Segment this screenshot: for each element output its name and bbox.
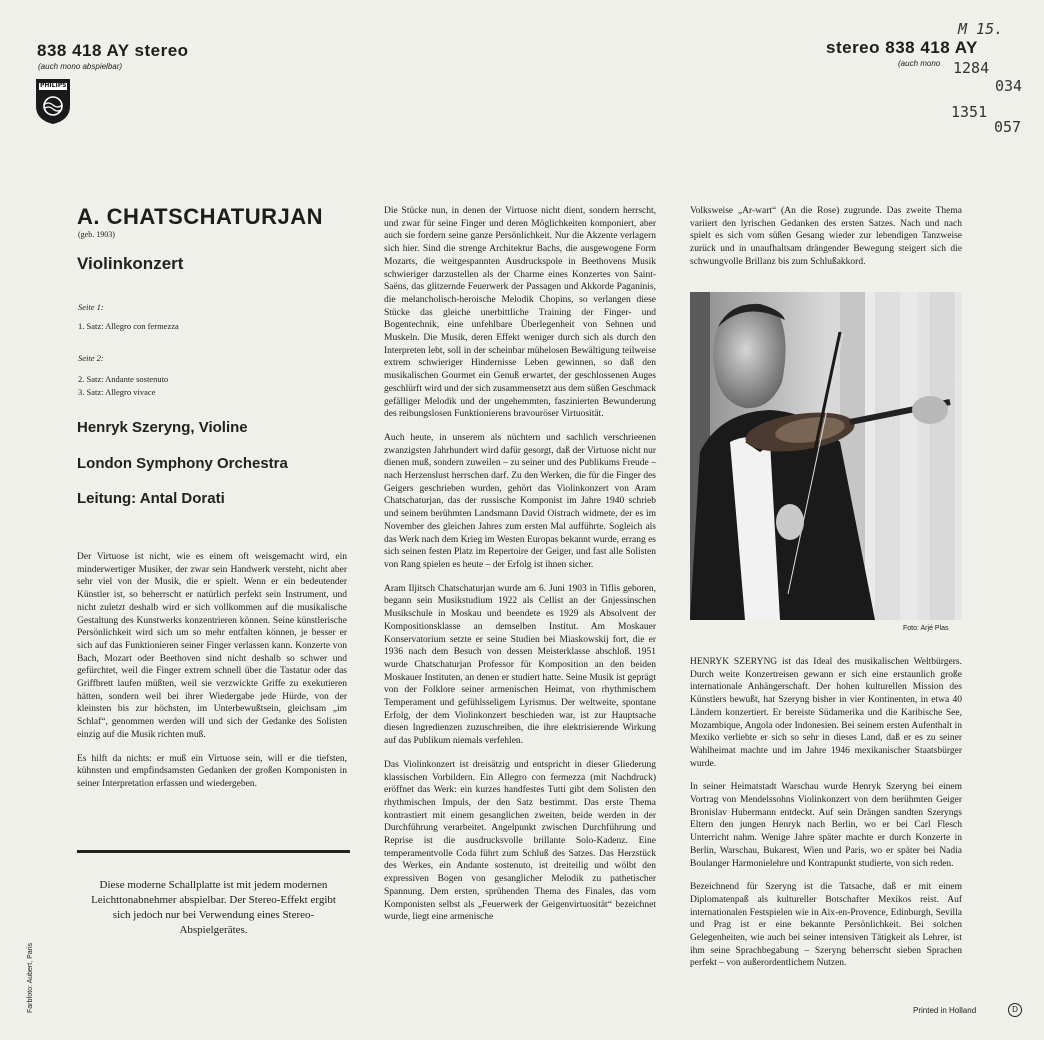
- photo-credit: Foto: Arjé Plas: [903, 625, 949, 632]
- handwritten-note-2: 1284: [953, 59, 990, 77]
- column-3-text: [690, 656, 962, 981]
- violinist-photo: [690, 292, 962, 620]
- notice-box-divider: [77, 850, 350, 853]
- svg-text:✦: ✦: [57, 110, 61, 115]
- col3-paragraph-2: In seiner Heimatstadt Warschau wurde Henryk Szeryng bei einem Vortrag von Mendelssohns Violinkonzert von dem berühmten Geiger Bronislav Hubermann entdeckt. Auf sein Drängen sandten Szeryngs Eltern den jungen Henryk nach Berlin, wo er bei Carl Flesch Unterricht nahm. Wenige Jahre später machte er durch Konzerte in Berlin, Warschau, Bukarest, Wien und Paris, wo er später bei Nadia Boulanger Harmonielehre und Kontrapunkt studierte, von sich reden.: [690, 782, 962, 869]
- handwritten-note-3: 034: [995, 77, 1023, 95]
- col2-paragraph-4: Das Violinkonzert ist dreisätzig und entspricht in dieser Gliederung klassischen Vorbildern. Ein Allegro con fermezza (mit Nachdruck) eröffnet das Werk: ein kurzes handfestes Tutti gibt dem Solisten den rhythmischen Impuls, der den Satz bestimmt. Das erste Thema kontrastiert mit einem gesanglichen zweiten, beide werden in der Durchführung verarbeitet. Angelpunkt zwischen Durchführung und Reprise ist die ausdrucksvolle brillante Solo-Kadenz. Eine temperamentvolle Coda führt zum Schluß des Satzes. Das Herzstück des Werkes, ein Andante sostenuto, ist dreiteilig und wölbt den expressiven Bogen von gesanglicher Melodik zu pathetischer Spannung. Dem ersten, sprühenden Thema des Finales, das vom Komponisten selbst als „Feuerwerk der Geigenvirtuosität“ bezeichnet wurde, liegt eine armenische: [384, 759, 656, 923]
- handwritten-note-5: 057: [994, 118, 1022, 136]
- handwritten-note-1: M 15.: [958, 20, 1004, 38]
- performer-soloist: Henryk Szeryng, Violine: [77, 419, 248, 436]
- mono-note-right: (auch mono: [898, 59, 941, 68]
- col2-paragraph-2: Auch heute, in unserem als nüchtern und sachlich verschrieenen zwanzigsten Jahrhundert wird dafür gesorgt, daß der Virtuose nicht nur dienen muß, sondern zuweilen – zu seiner und des Publikums Freude – nach Herzenslust herrschen darf. Zu den Werken, die für die Finger des Geigers geschrieben wurden, gehört das Violinkonzert von Aram Chatschaturjan, das der russische Komponist im Jahre 1940 schrieb und seinem berühmten Landsmann David Oistrach widmete, der es im November des gleichen Jahres zum ersten Mal aufführte. Sogleich als das Werk nach dem Krieg im Westen Europas bekannt wurde, errang es sich seinen festen Platz im Repertoire der Geiger, und fast alle Solisten von Rang spielen es heute – der Erfolg ist ihnen sicher.: [384, 432, 656, 570]
- col2-paragraph-1: Die Stücke nun, in denen der Virtuose nicht dient, sondern herrscht, und zwar für seine Finger und deren Möglichkeiten komponiert, aber auch sie fordern seine ganze Persönlichkeit. Nur die Akzente verlagern sich hier. Sind die strenge Architektur Bachs, die ausgewogene Form Mozarts, die weitgespannten Ausdruckspole in Beethovens Musik schwieriger darzustellen als der Charme eines Konzertes von Saint-Saëns, das glitzernde Feuerwerk der Passagen und Akkorde Paganinis, die melancholisch-heroische Melodik Chopins, so verlangen diese Stücke das gleiche unerbittliche Training der Finger- und Bogentechnik, eine unfehlbare Überlegenheit von Sehnen und Muskeln. Die Musik, deren Effekt weniger durch sich als durch den Interpreten lebt, soll in der scheinbar mühelosen Bewältigung teilweise extrem schwieriger Hindernisse Leben gewinnen, so daß den musikalischen Gourmet ein Genuß erwartet, der geschlossenen Auges geschlürft wird und der sich zusammensetzt aus dem süßen Geschmack gefälliger Melodik und der ungehemmten, faszinierten Bewunderung des reibungslosen Funktionierens bravouröser Virtuosität.: [384, 206, 656, 420]
- composer-born: (geb. 1903): [78, 230, 115, 239]
- composer-name: A. CHATSCHATURJAN: [77, 204, 324, 229]
- performer-orchestra: London Symphony Orchestra: [77, 455, 288, 472]
- mono-note-left: (auch mono abspielbar): [38, 62, 123, 71]
- logo-text: PHILIPS: [40, 82, 67, 89]
- column-2-text: [384, 205, 656, 935]
- side-1-label: Seite 1:: [78, 302, 104, 312]
- svg-text:✦: ✦: [45, 97, 49, 102]
- catalog-number-left: 838 418 AY stereo: [37, 41, 189, 60]
- catalog-number-right: stereo 838 418 AY: [826, 38, 978, 57]
- side-2-label: Seite 2:: [78, 353, 104, 363]
- violinist-photo-image: [690, 292, 962, 620]
- side-1-track: 1. Satz: Allegro con fermezza: [78, 321, 179, 331]
- col2-paragraph-3: Aram Iljitsch Chatschaturjan wurde am 6. Juni 1903 in Tiflis geboren, begann sein Musikstudium 1922 als Cellist an der Gnjessinschen Musikschule in Moskau und beendete es 1929 als Absolvent der Kompositionsklasse an demselben Institut. Am Moskauer Konservatorium setzte er seine Studien bei Miaskowskij fort, die er 1936 nach dem Besuch von dessen Meisterklasse abschloß. 1951 wurde Chatschaturjan Professor für Komposition an den beiden Moskauer Instituten, an denen er studiert hatte. Seine Musik ist geprägt von der Folklore seiner armenischen Heimat, von rhythmischem Temperament und gefühlsseligem Lyrismus. Der weltweite, spontane Erfolg, der dem Violinkonzert beschieden war, ist zur Hauptsache diesen Ingredienzen zuzuschreiben, die ihre elektrisierende Wirkung auf das Publikum niemals verfehlen.: [384, 583, 656, 747]
- intro-paragraph-1: Der Virtuose ist nicht, wie es einem oft weisgemacht wird, ein minderwertiger Musiker, der zwar sein Handwerk versteht, nicht aber sehr viel von der Musik, die er spielt. Wenn er ein bedeutender Künstler ist, so beherrscht er natürlich perfekt sein Instrument, und nicht zuletzt deshalb wird er sich vollkommen auf die musikalische Gestaltung des Kunstwerks konzentrieren können. Seine künstlerische Persönlichkeit wird sich um so mehr entfalten können, je besser er sich auf das Funktionieren seiner Finger verlassen kann. Konzerte von Bach, Mozart oder Beethoven sind nicht deshalb so schwer und gefürchtet, weil die Finger extrem schnell über die Tastatur oder das Griffbrett laufen müßten, weil sie verzwickte Griffe zu exekutieren hätten, sondern weil bei ihrer Wiedergabe jede Hürde, von der kleinsten bis zur höchsten, im Unterbewußtsein, gleichsam „im Schlaf“, genommen werden will und sich der Gedanke des Solisten einzig auf die Musik richten muß.: [77, 552, 347, 740]
- printed-in: Printed in Holland: [913, 1006, 977, 1015]
- photo-side-credit: Farbfoto: Aubert, Paris: [27, 942, 34, 1013]
- performer-conductor: Leitung: Antal Dorati: [77, 490, 225, 507]
- work-title: Violinkonzert: [77, 254, 184, 273]
- handwritten-note-4: 1351: [951, 103, 988, 121]
- intro-text: [77, 551, 347, 802]
- col3-top-text: Volksweise „Ar-wart“ (An die Rose) zugrunde. Das zweite Thema variiert den lyrischen Gedanken des ersten Satzes. Nach und nach spielt es sich vom süßen Gesang wieder zur lebendigen Tanzweise zurück und in unaufhaltsam drängender Bewegung steigert sich die schwungvolle Brillanz bis zum Schlußakkord.: [690, 206, 962, 267]
- col3-paragraph-3: Bezeichnend für Szeryng ist die Tatsache, daß er mit einem Diplomatenpaß als kultureller Botschafter Mexikos reist. Auf internationalen Festspielen wie in Aix-en-Provence, Edinburgh, Sevilla und Prag ist er eine bekannte Persönlichkeit. Bei solchen Gelegenheiten, wie auch bei seiner intensiven Tätigkeit als Lehrer, ist ihm seine Sprachbegabung – Szeryng beherrscht sieben Sprachen perfekt – von außerordentlichem Nutzen.: [690, 882, 962, 969]
- side-2-track-3: 3. Satz: Allegro vivace: [78, 387, 156, 397]
- notice-box-text: Diese moderne Schallplatte ist mit jedem modernen Leichttonabnehmer abspielbar. Der Stereo-Effekt ergibt sich jedoch nur bei Verwendung eines Stereo-Abspielgerätes.: [91, 879, 336, 936]
- mark-circle-icon: D: [1008, 1003, 1022, 1017]
- col3-paragraph-1: HENRYK SZERYNG ist das Ideal des musikalischen Weltbürgers. Durch weite Konzertreisen gewann er sich eine erstaunlich große internationale Anhängerschaft. Der hohen kulturellen Mission des Künstlers bewußt, hat Szeryng bisher in vier Kontinenten, in etwa 40 Ländern konzertiert. Er bereiste Südamerika und die Karibische See, Mozambique, Angola oder Indonesien. Bei seinem ersten Aufenthalt in Mexiko verliebte er sich so sehr in dieses Land, daß er es zu seiner Wahlheimat machte und im Jahre 1946 mexikanischer Staatsbürger wurde.: [690, 657, 962, 769]
- intro-paragraph-2: Es hilft da nichts: er muß ein Virtuose sein, will er die tiefsten, kühnsten und empfindsamsten Gedanken der großen Komponisten in seiner Interpretation erfassen und wiedergeben.: [77, 753, 347, 789]
- side-2-track-2: 2. Satz: Andante sostenuto: [78, 374, 169, 384]
- philips-logo: [33, 76, 73, 126]
